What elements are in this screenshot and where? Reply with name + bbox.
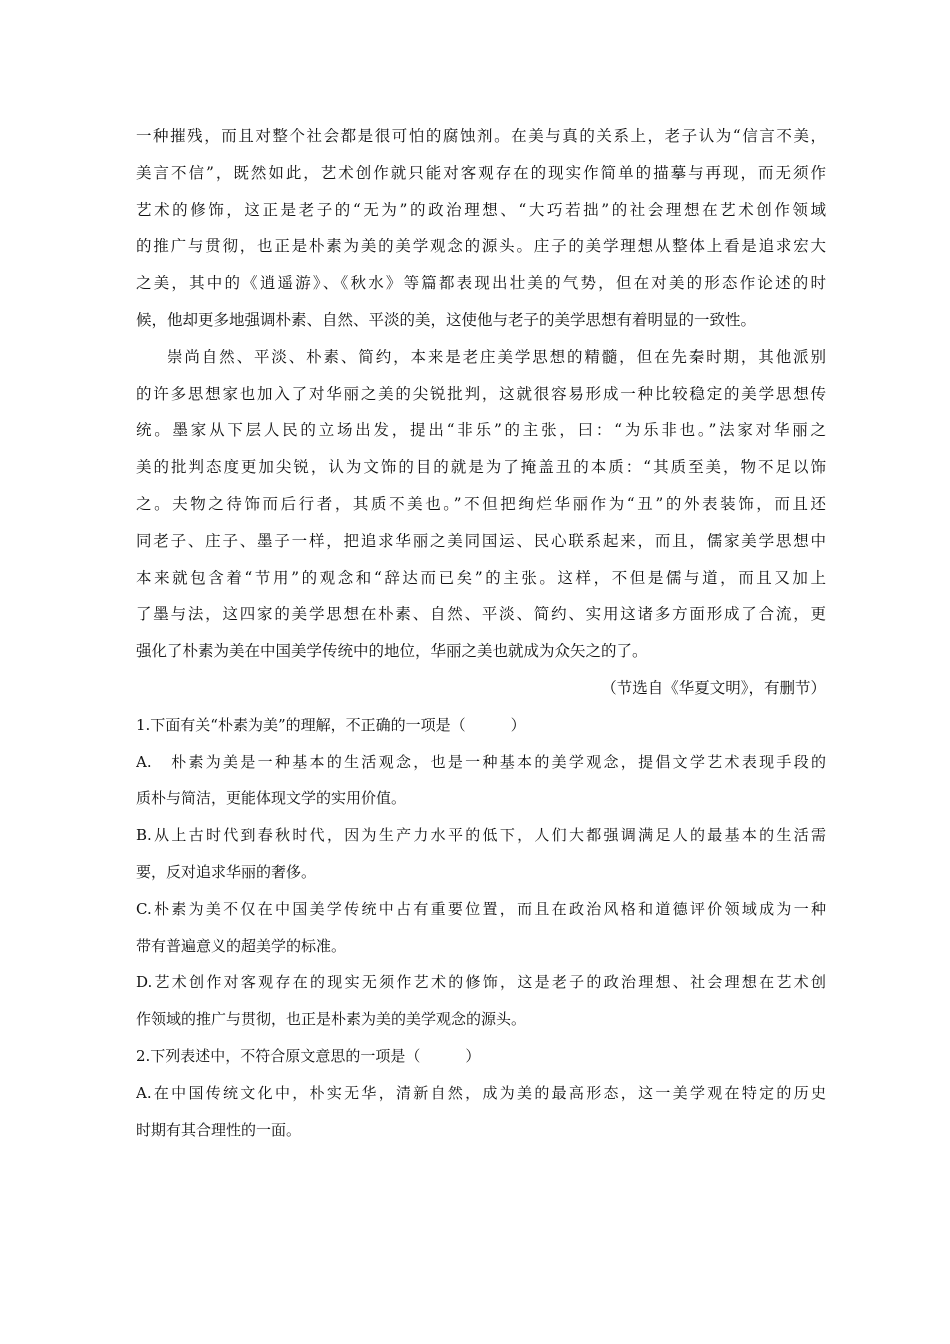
text-line: 候，他却更多地强调朴素、自然、平淡的美，这使他与老子的美学思想有着明显的一致性。 [136, 310, 757, 329]
option-line: 质朴与简洁，更能体现文学的实用价值。 [136, 789, 407, 808]
text-line: 统。墨家从下层人民的立场出发，提出“非乐”的主张，曰：“为乐非也。”法家对华丽之 [136, 421, 826, 440]
option-line: A. 朴素为美是一种基本的生活观念，也是一种基本的美学观念，提倡文学艺术表现手段的 [136, 752, 826, 771]
text-line: 本来就包含着“节用”的观念和“辞达而已矣”的主张。这样，不但是儒与道，而且又加上 [136, 568, 826, 587]
option-line: 带有普遍意义的超美学的标准。 [136, 936, 347, 955]
text-line: 同老子、庄子、墨子一样，把追求华丽之美同国运、民心联系起来，而且，儒家美学思想中 [136, 531, 826, 550]
option-line: B.从上古时代到春秋时代，因为生产力水平的低下，人们大都强调满足人的最基本的生活需 [136, 826, 826, 845]
text-line: 美的批判态度更加尖锐，认为文饰的目的就是为了掩盖丑的本质：“其质至美，物不足以饰 [136, 458, 826, 477]
option-line: 要，反对追求华丽的奢侈。 [136, 862, 317, 881]
option-a [136, 1075, 826, 1149]
option-d [136, 964, 826, 1038]
question-1 [136, 707, 826, 1038]
text-line: 一种摧残，而且对整个社会都是很可怕的腐蚀剂。在美与真的关系上，老子认为“信言不美， [136, 127, 826, 145]
document-page [136, 118, 826, 1148]
text-line: 之美，其中的《逍遥游》、《秋水》等篇都表现出壮美的气势，但在对美的形态作论述的时 [136, 274, 826, 293]
text-line: 了墨与法，这四家的美学思想在朴素、自然、平淡、简约、实用这诸多方面形成了合流，更 [136, 605, 826, 624]
text-line: 崇尚自然、平淡、朴素、简约，本来是老庄美学思想的精髓，但在先秦时期，其他派别 [167, 347, 826, 366]
option-c [136, 891, 826, 965]
text-line: 的推广与贯彻，也正是朴素为美的美学观念的源头。庄子的美学理想从整体上看是追求宏大 [136, 237, 826, 256]
text-line: 艺术的修饰，这正是老子的“无为”的政治理想、“大巧若拙”的社会理想在艺术创作领域 [136, 200, 826, 219]
option-line: C.朴素为美不仅在中国美学传统中占有重要位置，而且在政治风格和道德评价领域成为一种 [136, 899, 826, 918]
source-note: （节选自《华夏文明》，有删节） [601, 678, 826, 697]
question-stem: 2.下列表述中，不符合原文意思的一项是（ ） [136, 1046, 481, 1065]
option-line: A.在中国传统文化中，朴实无华，清新自然，成为美的最高形态，这一美学观在特定的历史 [136, 1083, 826, 1102]
text-line: 美言不信”，既然如此，艺术创作就只能对客观存在的现实作简单的描摹与再现，而无须作 [136, 163, 826, 182]
option-a [136, 744, 826, 818]
text-line: 的许多思想家也加入了对华丽之美的尖锐批判，这就很容易形成一种比较稳定的美学思想传 [136, 384, 826, 403]
paragraph-2 [136, 339, 826, 670]
paragraph-continued [136, 118, 826, 339]
option-line: 作领域的推广与贯彻，也正是朴素为美的美学观念的源头。 [136, 1010, 527, 1029]
text-line: 之。夫物之待饰而后行者，其质不美也。”不但把绚烂华丽作为“丑”的外表装饰，而且还 [136, 494, 826, 513]
question-stem: 1.下面有关“朴素为美”的理解，不正确的一项是（ ） [136, 715, 526, 734]
option-line: 时期有其合理性的一面。 [136, 1120, 302, 1139]
question-2 [136, 1038, 826, 1148]
option-b [136, 817, 826, 891]
text-line: 强化了朴素为美在中国美学传统中的地位，华丽之美也就成为众矢之的了。 [136, 642, 648, 661]
option-line: D.艺术创作对客观存在的现实无须作艺术的修饰，这是老子的政治理想、社会理想在艺术创 [136, 973, 826, 992]
